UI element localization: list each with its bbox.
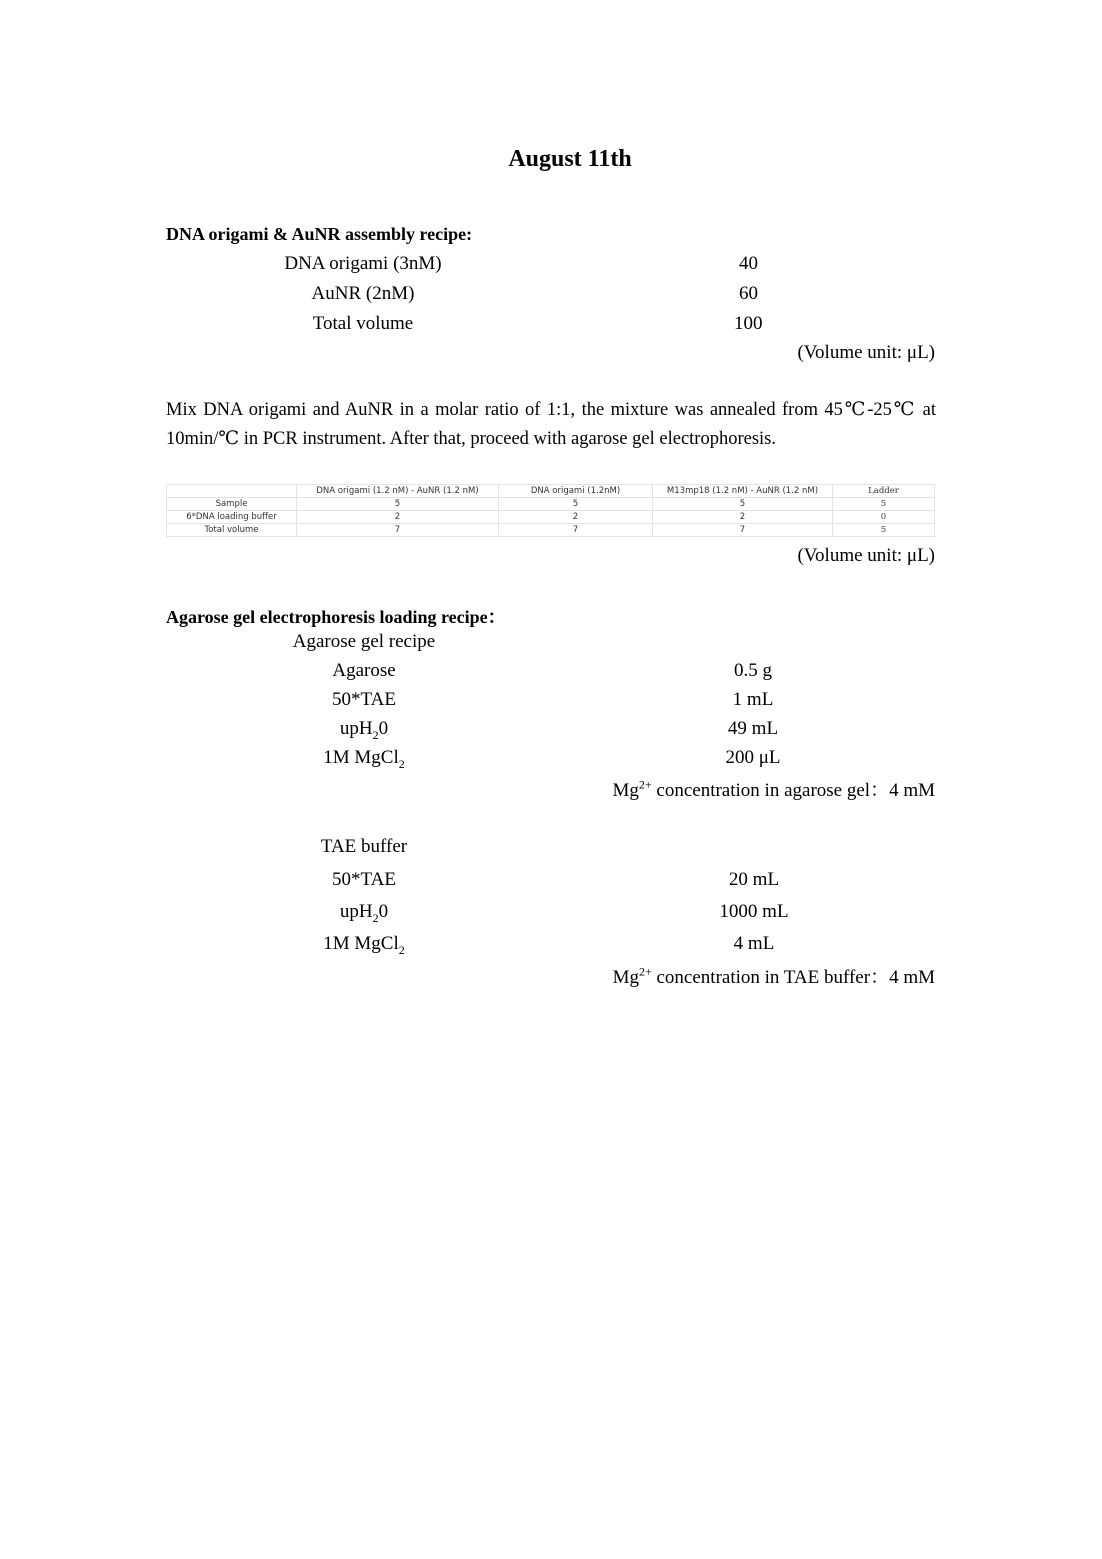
gel-value: 0.5 g [734, 660, 772, 681]
table-cell: 5 [833, 498, 935, 511]
gel-label: 50*TAE [332, 689, 396, 710]
assembly-value: 100 [734, 313, 763, 334]
table-cell: 7 [297, 524, 499, 537]
table-row [167, 498, 935, 511]
assembly-heading: DNA origami & AuNR assembly recipe: [166, 224, 473, 244]
table-header: M13mp18 (1.2 nM) - AuNR (1.2 nM) [653, 485, 833, 498]
table-cell: 6*DNA loading buffer [167, 511, 297, 524]
label-subscript: 2 [372, 910, 379, 925]
page-title: August 11th [508, 146, 632, 172]
gel-value: 49 mL [727, 718, 779, 739]
table-cell: 5 [653, 498, 833, 511]
table-header-row [167, 485, 935, 498]
note-superscript: 2+ [638, 777, 652, 792]
label-subscript: 2 [398, 942, 405, 957]
tae-label [264, 901, 464, 926]
assembly-value: 60 [739, 283, 758, 304]
table-row [167, 511, 935, 524]
gel-value: 200 μL [725, 747, 781, 768]
tae-value: 4 mL [733, 933, 775, 954]
gel-mg-concentration-note [612, 775, 935, 802]
table-cell: 5 [297, 498, 499, 511]
volume-unit-note: (Volume unit: μL) [797, 545, 935, 566]
label-text: 0 [378, 718, 389, 739]
table-cell: Sample [167, 498, 297, 511]
tae-label: 50*TAE [332, 869, 396, 890]
note-text: concentration in TAE buffer：4 mM [651, 967, 935, 988]
label-text: upH [339, 901, 373, 922]
table-cell: 7 [653, 524, 833, 537]
table-cell: 7 [499, 524, 653, 537]
assembly-label: Total volume [312, 313, 414, 334]
loading-table [166, 484, 935, 537]
table-header: DNA origami (1.2nM) [499, 485, 653, 498]
table-header [167, 485, 297, 498]
gel-label [264, 747, 464, 772]
table-cell: 2 [653, 511, 833, 524]
table-header: Ladder [833, 485, 935, 498]
assembly-value: 40 [739, 253, 758, 274]
assembly-label: AuNR (2nM) [311, 283, 415, 304]
assembly-label: DNA origami (3nM) [284, 253, 442, 274]
table-cell: 2 [297, 511, 499, 524]
label-text: 0 [378, 901, 389, 922]
note-text: Mg [612, 967, 639, 988]
tae-value: 20 mL [728, 869, 780, 890]
label-subscript: 2 [372, 727, 379, 742]
table-row [167, 524, 935, 537]
tae-mg-concentration-note [613, 962, 935, 989]
table-cell: 0 [833, 511, 935, 524]
note-superscript: 2+ [638, 964, 652, 979]
label-text: 1M MgCl [323, 933, 399, 954]
gel-value: 1 mL [732, 689, 774, 710]
table-header: DNA origami (1.2 nM) - AuNR (1.2 nM) [297, 485, 499, 498]
label-text: upH [339, 718, 373, 739]
volume-unit-note: (Volume unit: μL) [797, 342, 935, 363]
tae-buffer-subtitle: TAE buffer [320, 836, 408, 857]
gel-label [264, 718, 464, 743]
note-text: Mg [612, 780, 639, 801]
tae-label [264, 933, 464, 958]
gel-recipe-subtitle: Agarose gel recipe [292, 631, 436, 652]
note-text: concentration in agarose gel：4 mM [651, 780, 935, 801]
table-cell: Total volume [167, 524, 297, 537]
gel-label: Agarose [332, 660, 396, 681]
table-cell: 5 [833, 524, 935, 537]
table-cell: 2 [499, 511, 653, 524]
tae-value: 1000 mL [719, 901, 789, 922]
procedure-paragraph: Mix DNA origami and AuNR in a molar ratio of 1:1, the mixture was annealed from 45℃-25℃ at 10min/℃ in PCR instrument. After that, proceed with agarose gel electrophoresis. [166, 400, 936, 449]
label-subscript: 2 [398, 756, 405, 771]
label-text: 1M MgCl [323, 747, 399, 768]
table-cell: 5 [499, 498, 653, 511]
gel-heading: Agarose gel electrophoresis loading recipe： [166, 607, 506, 627]
